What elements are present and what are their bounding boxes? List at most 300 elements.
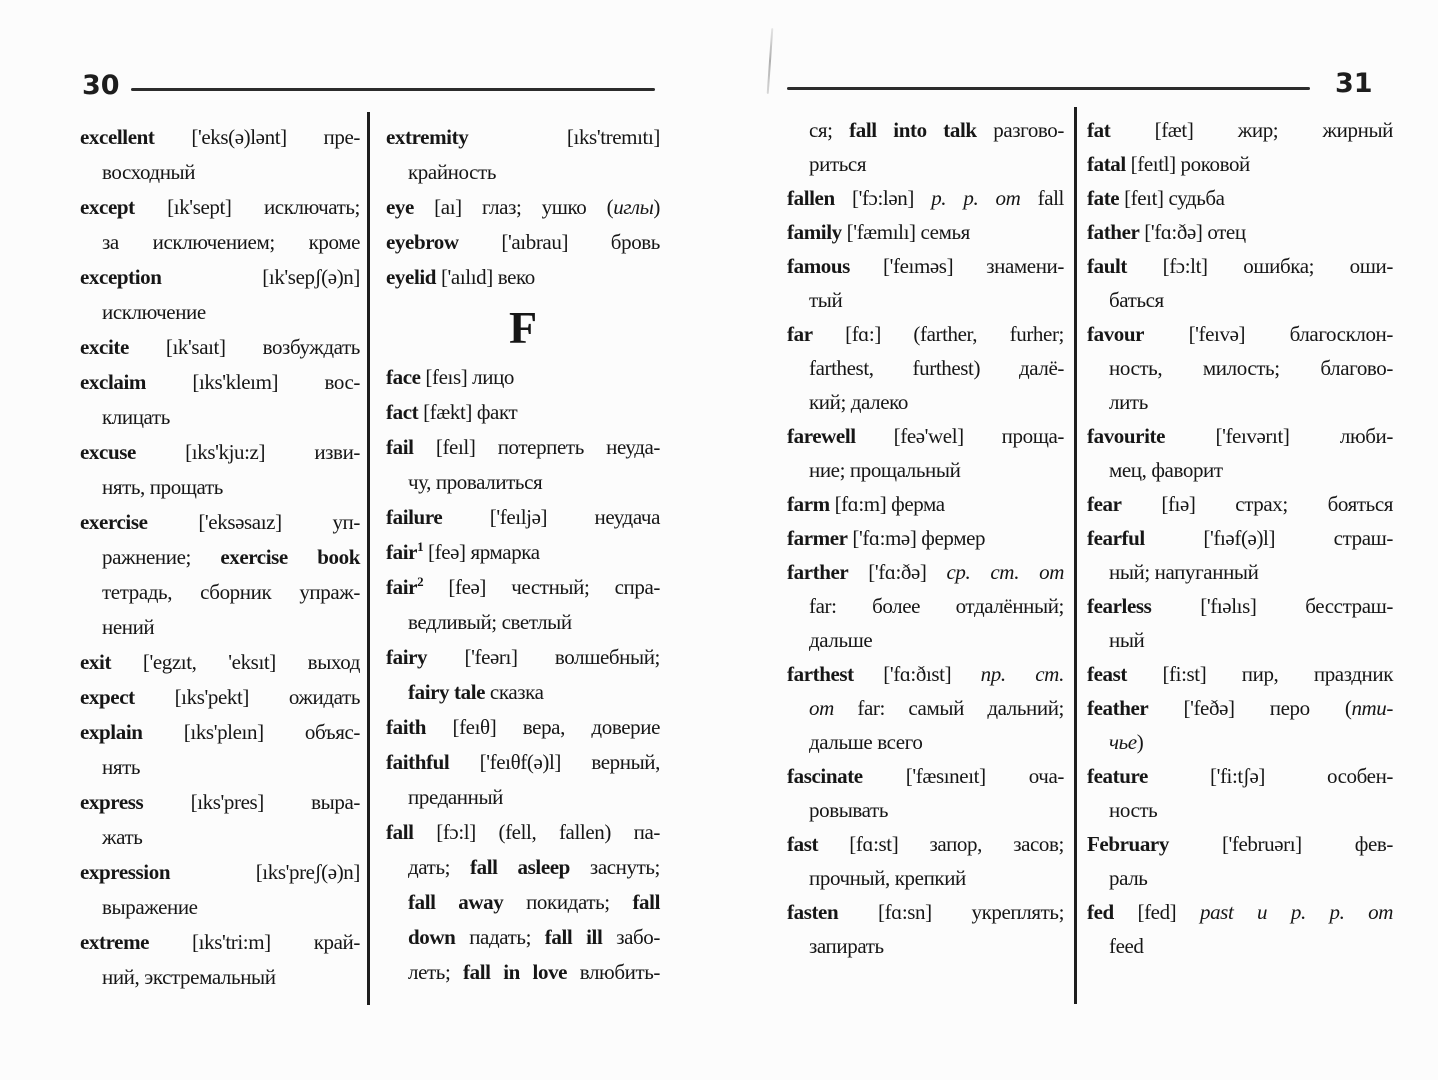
entry-line bbox=[80, 890, 360, 925]
text-run: дальше bbox=[809, 628, 873, 652]
dictionary-entry bbox=[80, 365, 360, 435]
dictionary-entry bbox=[386, 500, 660, 535]
entry-line bbox=[80, 400, 360, 435]
dictionary-entry bbox=[386, 745, 660, 815]
text-run: ['aıbrau] бровь bbox=[458, 230, 660, 254]
headword: eye bbox=[386, 195, 414, 219]
headword: fall bbox=[386, 820, 414, 844]
dictionary-entry bbox=[1087, 691, 1393, 759]
entry-line bbox=[386, 260, 660, 295]
entry-line bbox=[1087, 283, 1393, 317]
headword: fallen bbox=[787, 186, 835, 210]
text-run: fall bbox=[1020, 186, 1064, 210]
headword: February bbox=[1087, 832, 1169, 856]
dictionary-entry bbox=[1087, 759, 1393, 827]
dictionary-entry bbox=[386, 535, 660, 570]
headword: farm bbox=[787, 492, 830, 516]
text-run: нять, прощать bbox=[102, 475, 223, 499]
entry-line bbox=[787, 691, 1064, 725]
text-run: [ıks'pekt] ожидать bbox=[134, 685, 360, 709]
text-run: [feıt] судьба bbox=[1119, 186, 1225, 210]
text-run: ['feıθf(ə)l] верный, bbox=[449, 750, 660, 774]
entry-line bbox=[787, 351, 1064, 385]
dictionary-entry bbox=[386, 815, 660, 990]
entry-line bbox=[386, 465, 660, 500]
text-run: ['eks(ə)lənt] пре- bbox=[154, 125, 360, 149]
dictionary-entry bbox=[386, 260, 660, 295]
dictionary-entry bbox=[386, 225, 660, 260]
headword: fasten bbox=[787, 900, 839, 924]
dictionary-entry bbox=[787, 759, 1064, 827]
headword: excite bbox=[80, 335, 129, 359]
italic-note: от bbox=[809, 696, 834, 720]
entry-line bbox=[787, 385, 1064, 419]
spine-crease bbox=[767, 28, 774, 94]
entry-line bbox=[1087, 249, 1393, 283]
entry-line bbox=[787, 657, 1064, 691]
dictionary-entry bbox=[80, 855, 360, 925]
entry-line bbox=[386, 570, 660, 605]
text-run: ['februərı] фев- bbox=[1168, 832, 1393, 856]
text-run: восходный bbox=[102, 160, 196, 184]
text-run: за исключением; кроме bbox=[102, 230, 360, 254]
text-run: [ıks'tri:m] край- bbox=[149, 930, 360, 954]
text-run: чу, провалиться bbox=[408, 470, 543, 494]
text-run: [ıks'pleın] объяс- bbox=[142, 720, 360, 744]
entry-line bbox=[386, 500, 660, 535]
header-rule-right bbox=[787, 87, 1310, 90]
text-run: тетрадь, сборник упраж- bbox=[102, 580, 360, 604]
text-run: ровывать bbox=[809, 798, 888, 822]
entry-line bbox=[386, 850, 660, 885]
italic-note: p. p. от bbox=[931, 186, 1021, 210]
entry-line bbox=[787, 317, 1064, 351]
text-run: [fɑ:m] ферма bbox=[829, 492, 945, 516]
text-run: [ıks'preʃ(ə)n] bbox=[170, 860, 360, 884]
entry-line bbox=[80, 610, 360, 645]
dictionary-entry bbox=[80, 680, 360, 715]
entry-line bbox=[386, 640, 660, 675]
dictionary-entry bbox=[80, 785, 360, 855]
dictionary-entry bbox=[1087, 215, 1393, 249]
text-run: прочный, крепкий bbox=[809, 866, 966, 890]
headword: fair bbox=[386, 540, 418, 564]
text-run: исключение bbox=[102, 300, 206, 324]
text-run: преданный bbox=[408, 785, 504, 809]
text-run: ['fæsıneıt] оча- bbox=[862, 764, 1064, 788]
text-run: ный bbox=[1109, 628, 1145, 652]
entry-line bbox=[787, 759, 1064, 793]
italic-note: иглы bbox=[613, 195, 654, 219]
headword: extreme bbox=[80, 930, 150, 954]
text-run: ['fɑ:ðə] bbox=[848, 560, 947, 584]
headword: faith bbox=[386, 715, 427, 739]
entry-line bbox=[787, 895, 1064, 929]
entry-line bbox=[787, 521, 1064, 555]
text-run: ['feıljə] неудача bbox=[442, 505, 660, 529]
text-run: [feə] честный; спра- bbox=[423, 575, 660, 599]
dictionary-entry bbox=[1087, 589, 1393, 657]
italic-note: чье bbox=[1109, 730, 1137, 754]
dictionary-entry bbox=[386, 570, 660, 640]
entry-line bbox=[787, 725, 1064, 759]
text-run: [ık'sepʃ(ə)n] bbox=[161, 265, 360, 289]
text-run: [fæt] жир; жирный bbox=[1110, 118, 1393, 142]
dictionary-entry bbox=[1087, 317, 1393, 419]
text-run: раль bbox=[1109, 866, 1148, 890]
entry-line bbox=[386, 745, 660, 780]
entry-line bbox=[80, 785, 360, 820]
text-run: [feıl] потерпеть неуда- bbox=[413, 435, 660, 459]
text-run: сказка bbox=[485, 680, 544, 704]
text-run: ['fɑ:ðə] отец bbox=[1139, 220, 1246, 244]
entry-line bbox=[80, 365, 360, 400]
text-run: ведливый; светлый bbox=[408, 610, 572, 634]
entry-line bbox=[1087, 589, 1393, 623]
entry-line bbox=[1087, 521, 1393, 555]
entry-line bbox=[787, 249, 1064, 283]
entry-line bbox=[1087, 351, 1393, 385]
bold-phrase: fall ill bbox=[544, 925, 603, 949]
text-run: ['feərı] волшебный; bbox=[427, 645, 660, 669]
dictionary-entry bbox=[386, 120, 660, 190]
entry-line bbox=[1087, 487, 1393, 521]
entry-line bbox=[80, 750, 360, 785]
entry-line bbox=[787, 113, 1064, 147]
entry-line bbox=[787, 487, 1064, 521]
entry-line bbox=[386, 395, 660, 430]
text-run: far: более отдалённый; bbox=[809, 594, 1064, 618]
page-number-right: 31 bbox=[1335, 68, 1373, 99]
dictionary-entry bbox=[1087, 895, 1393, 963]
text-run: [feə'wel] проща- bbox=[855, 424, 1064, 448]
dictionary-entry bbox=[787, 827, 1064, 895]
text-run: [fi:st] пир, праздник bbox=[1126, 662, 1393, 686]
dictionary-entry bbox=[386, 430, 660, 500]
entry-line bbox=[80, 645, 360, 680]
dictionary-entry bbox=[80, 505, 360, 645]
entry-line bbox=[787, 861, 1064, 895]
text-run: ['eksəsaız] уп- bbox=[147, 510, 360, 534]
entry-line bbox=[1087, 113, 1393, 147]
headword: fault bbox=[1087, 254, 1128, 278]
headword: fact bbox=[386, 400, 419, 424]
headword: eyebrow bbox=[386, 230, 459, 254]
entry-line bbox=[80, 925, 360, 960]
dictionary-entry bbox=[787, 181, 1064, 215]
headword: fail bbox=[386, 435, 414, 459]
headword: farthest bbox=[787, 662, 854, 686]
entry-line bbox=[80, 470, 360, 505]
text-run: [feıθ] вера, доверие bbox=[426, 715, 660, 739]
headword: exclaim bbox=[80, 370, 147, 394]
entry-line bbox=[80, 190, 360, 225]
headword: fed bbox=[1087, 900, 1114, 924]
entry-line bbox=[80, 330, 360, 365]
entry-line bbox=[1087, 623, 1393, 657]
headword: expression bbox=[80, 860, 171, 884]
text-run: ний, экстремальный bbox=[102, 965, 276, 989]
bold-phrase: exercise book bbox=[220, 545, 360, 569]
headword: face bbox=[386, 365, 421, 389]
text-run: ['fɑ:mə] фермер bbox=[847, 526, 986, 550]
section-letter: F bbox=[508, 302, 538, 353]
dictionary-entry bbox=[1087, 419, 1393, 487]
right-page-column-1 bbox=[787, 113, 1064, 963]
entry-line bbox=[1087, 759, 1393, 793]
headword: feather bbox=[1087, 696, 1149, 720]
entry-line bbox=[1087, 827, 1393, 861]
text-run: [fækt] факт bbox=[418, 400, 518, 424]
headword: far bbox=[787, 322, 813, 346]
text-run: [ıks'kju:z] изви- bbox=[135, 440, 360, 464]
text-run: [ıks'pres] выра- bbox=[143, 790, 360, 814]
text-run: ['aılıd] веко bbox=[436, 265, 535, 289]
text-run: ) bbox=[653, 195, 660, 219]
entry-line bbox=[80, 155, 360, 190]
entry-line bbox=[1087, 725, 1393, 759]
text-run: feed bbox=[1109, 934, 1144, 958]
entry-line bbox=[1087, 793, 1393, 827]
text-run: ['fi:tʃə] особен- bbox=[1147, 764, 1393, 788]
entry-line bbox=[386, 780, 660, 815]
entry-line bbox=[1087, 317, 1393, 351]
text-run: [feıs] лицо bbox=[420, 365, 515, 389]
text-run: ['fɔ:lən] bbox=[834, 186, 932, 210]
text-run: ['fıəf(ə)l] страш- bbox=[1144, 526, 1393, 550]
italic-note: past и p. p. от bbox=[1199, 900, 1393, 924]
dictionary-entry bbox=[1087, 113, 1393, 147]
italic-note: пр. ст. bbox=[980, 662, 1064, 686]
text-run: [ık'sept] исключать; bbox=[134, 195, 360, 219]
headword: feature bbox=[1087, 764, 1148, 788]
entry-line bbox=[787, 181, 1064, 215]
headword: feast bbox=[1087, 662, 1127, 686]
page-number-left: 30 bbox=[82, 70, 120, 101]
dictionary-entry bbox=[1087, 487, 1393, 521]
text-run: [ıks'tremıtı] bbox=[468, 125, 660, 149]
headword: fair bbox=[386, 575, 418, 599]
text-run: ['egzıt, 'eksıt] выход bbox=[111, 650, 360, 674]
entry-line bbox=[80, 120, 360, 155]
text-run: жать bbox=[102, 825, 143, 849]
entry-line bbox=[1087, 555, 1393, 589]
text-run: заснуть; bbox=[569, 855, 660, 879]
bold-phrase: fall asleep bbox=[470, 855, 570, 879]
text-run: [fɔ:lt] ошибка; оши- bbox=[1127, 254, 1393, 278]
dictionary-entry bbox=[1087, 521, 1393, 589]
headword: fairy bbox=[386, 645, 428, 669]
entry-line bbox=[80, 820, 360, 855]
left-page-column-2 bbox=[386, 120, 660, 990]
headword: fat bbox=[1087, 118, 1111, 142]
text-run: [feıtl] роковой bbox=[1125, 152, 1250, 176]
entry-line bbox=[1087, 147, 1393, 181]
dictionary-entry bbox=[1087, 657, 1393, 691]
entry-line bbox=[787, 453, 1064, 487]
dictionary-entry bbox=[80, 435, 360, 505]
text-run: ность, милость; благово- bbox=[1109, 356, 1393, 380]
dictionary-entry bbox=[80, 330, 360, 365]
dictionary-entry bbox=[1087, 827, 1393, 895]
entry-line bbox=[1087, 657, 1393, 691]
text-run: [fed] bbox=[1113, 900, 1200, 924]
headword: fascinate bbox=[787, 764, 863, 788]
entry-line bbox=[787, 283, 1064, 317]
italic-note: пти- bbox=[1351, 696, 1393, 720]
text-run: ['feıvə] благосклон- bbox=[1144, 322, 1393, 346]
text-run: ['feðə] перо ( bbox=[1148, 696, 1352, 720]
text-run: [aı] глаз; ушко ( bbox=[413, 195, 614, 219]
headword: faithful bbox=[386, 750, 450, 774]
entry-line bbox=[386, 710, 660, 745]
text-run: ['fɑ:ðıst] bbox=[853, 662, 981, 686]
entry-line bbox=[386, 920, 660, 955]
header-rule-left bbox=[131, 88, 655, 91]
entry-line bbox=[386, 155, 660, 190]
headword: father bbox=[1087, 220, 1140, 244]
entry-line bbox=[80, 295, 360, 330]
dictionary-entry bbox=[80, 190, 360, 260]
entry-line bbox=[80, 540, 360, 575]
text-run: падать; bbox=[455, 925, 545, 949]
headword: failure bbox=[386, 505, 443, 529]
entry-line bbox=[80, 680, 360, 715]
text-run: крайность bbox=[408, 160, 496, 184]
entry-line bbox=[386, 225, 660, 260]
dictionary-entry bbox=[787, 215, 1064, 249]
headword: exit bbox=[80, 650, 112, 674]
homonym-superscript: 2 bbox=[417, 574, 424, 589]
dictionary-entry bbox=[787, 419, 1064, 487]
dictionary-entry bbox=[80, 645, 360, 680]
bold-phrase: fall into talk bbox=[849, 118, 977, 142]
text-run: ['fæmılı] семья bbox=[841, 220, 970, 244]
text-run: [ık'saıt] возбуждать bbox=[128, 335, 360, 359]
headword: fear bbox=[1087, 492, 1122, 516]
entry-line bbox=[1087, 215, 1393, 249]
text-run: влюбить- bbox=[567, 960, 660, 984]
headword: famous bbox=[787, 254, 850, 278]
text-run: дальше всего bbox=[809, 730, 923, 754]
dictionary-entry bbox=[1087, 249, 1393, 317]
dictionary-entry bbox=[80, 715, 360, 785]
text-run: кий; далеко bbox=[809, 390, 908, 414]
dictionary-entry bbox=[787, 555, 1064, 657]
dictionary-entry bbox=[787, 249, 1064, 317]
headword: excuse bbox=[80, 440, 136, 464]
dictionary-entry bbox=[386, 360, 660, 395]
text-run: лить bbox=[1109, 390, 1148, 414]
text-run: [fɑ:sn] укреплять; bbox=[838, 900, 1064, 924]
dictionary-entry bbox=[1087, 147, 1393, 181]
text-run: риться bbox=[809, 152, 867, 176]
entry-line bbox=[80, 575, 360, 610]
headword: farmer bbox=[787, 526, 848, 550]
entry-line bbox=[787, 419, 1064, 453]
entry-line bbox=[787, 147, 1064, 181]
entry-line bbox=[1087, 929, 1393, 963]
homonym-superscript: 1 bbox=[417, 539, 424, 554]
text-run: разгово- bbox=[976, 118, 1065, 142]
dictionary-entry bbox=[787, 895, 1064, 963]
text-run: far: самый дальний; bbox=[833, 696, 1064, 720]
entry-line bbox=[787, 827, 1064, 861]
bold-phrase: fall in love bbox=[463, 960, 568, 984]
headword: fatal bbox=[1087, 152, 1126, 176]
entry-line bbox=[386, 120, 660, 155]
entry-line bbox=[787, 215, 1064, 249]
headword: fast bbox=[787, 832, 819, 856]
entry-line bbox=[386, 430, 660, 465]
dictionary-entry bbox=[386, 710, 660, 745]
text-run: ['feıvərıt] люби- bbox=[1165, 424, 1393, 448]
headword: excellent bbox=[80, 125, 155, 149]
entry-line bbox=[386, 535, 660, 570]
headword: eyelid bbox=[386, 265, 437, 289]
entry-line bbox=[787, 589, 1064, 623]
entry-line bbox=[386, 605, 660, 640]
entry-line bbox=[787, 623, 1064, 657]
entry-line bbox=[80, 260, 360, 295]
headword: explain bbox=[80, 720, 143, 744]
entry-line bbox=[1087, 385, 1393, 419]
entry-line bbox=[1087, 181, 1393, 215]
headword: extremity bbox=[386, 125, 469, 149]
text-run: выражение bbox=[102, 895, 198, 919]
bold-phrase: fall away bbox=[408, 890, 504, 914]
text-run: запирать bbox=[809, 934, 884, 958]
dictionary-entry bbox=[787, 521, 1064, 555]
entry-line bbox=[386, 885, 660, 920]
bold-phrase: down bbox=[408, 925, 456, 949]
text-run: ) bbox=[1136, 730, 1144, 754]
text-run: баться bbox=[1109, 288, 1164, 312]
headword: express bbox=[80, 790, 144, 814]
dictionary-entry bbox=[787, 317, 1064, 419]
entry-line bbox=[787, 929, 1064, 963]
dictionary-entry bbox=[80, 120, 360, 190]
text-run: [feə] ярмарка bbox=[423, 540, 540, 564]
dictionary-entry bbox=[386, 640, 660, 710]
entry-line bbox=[386, 190, 660, 225]
dictionary-entry bbox=[386, 190, 660, 225]
text-run: забо- bbox=[602, 925, 660, 949]
text-run: нений bbox=[102, 615, 155, 639]
headword: farther bbox=[787, 560, 849, 584]
text-run: ['fıəlıs] бесстраш- bbox=[1151, 594, 1393, 618]
bold-phrase: fairy tale bbox=[408, 680, 486, 704]
text-run: [ıks'kleım] вос- bbox=[146, 370, 360, 394]
text-run: покидать; bbox=[503, 890, 633, 914]
headword: favourite bbox=[1087, 424, 1166, 448]
entry-line bbox=[80, 505, 360, 540]
entry-line bbox=[1087, 691, 1393, 725]
right-page-column-2 bbox=[1087, 113, 1393, 963]
dictionary-entry bbox=[787, 113, 1064, 181]
dictionary-entry bbox=[1087, 181, 1393, 215]
left-page-column-divider bbox=[367, 112, 370, 1005]
dictionary-entry bbox=[80, 925, 360, 995]
right-page-column-divider bbox=[1074, 107, 1077, 1004]
headword: family bbox=[787, 220, 842, 244]
text-run: леть; bbox=[408, 960, 464, 984]
text-run: ние; прощальный bbox=[809, 458, 961, 482]
entry-line bbox=[1087, 453, 1393, 487]
text-run: ный; напуганный bbox=[1109, 560, 1259, 584]
text-run: ['feıməs] знамени- bbox=[849, 254, 1064, 278]
text-run: дать; bbox=[408, 855, 471, 879]
